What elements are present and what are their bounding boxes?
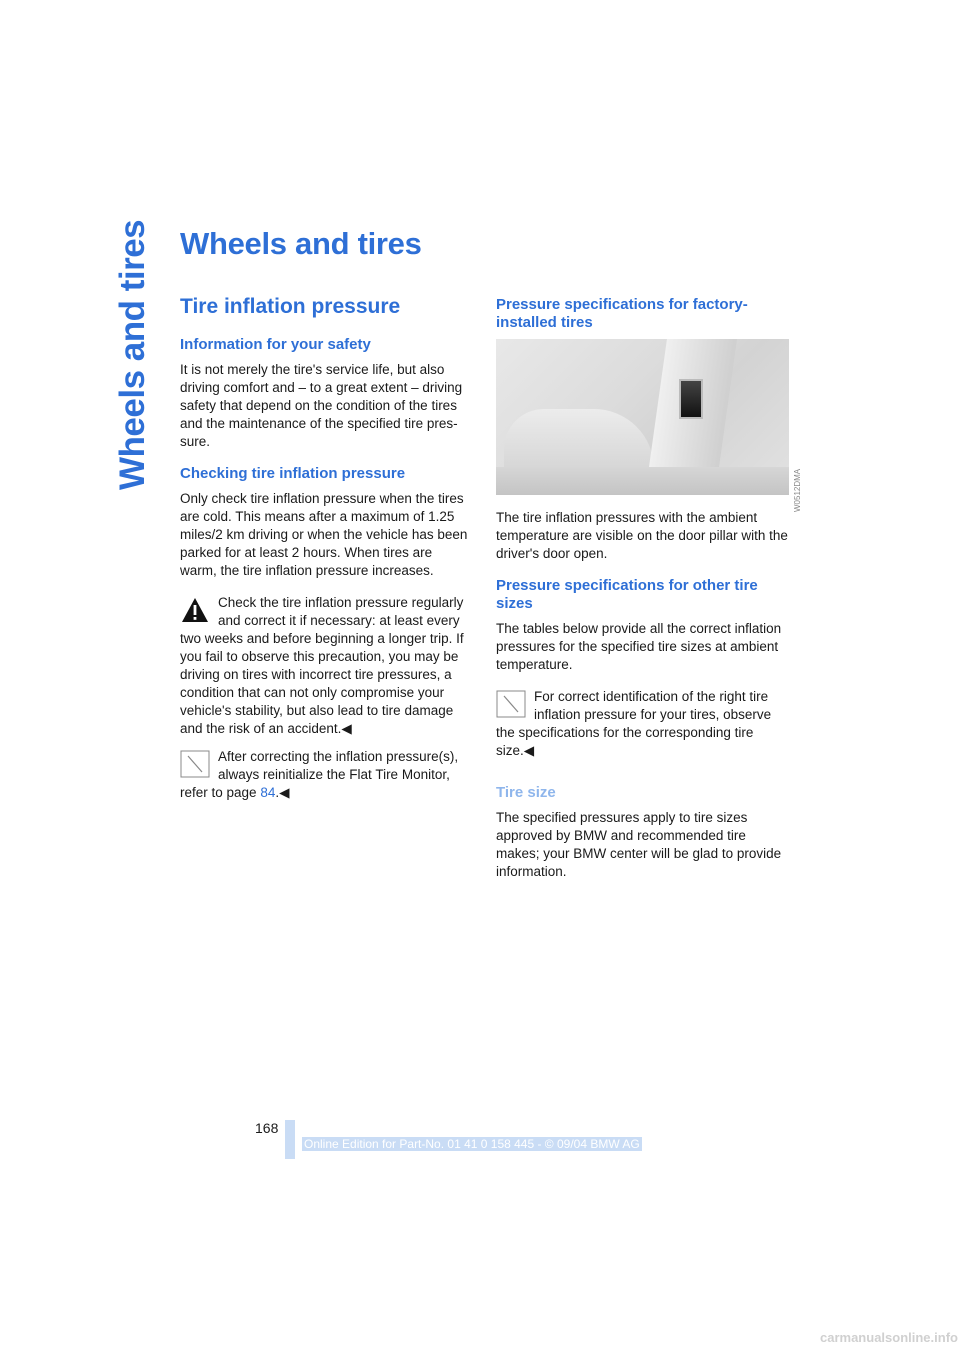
safety-paragraph: It is not merely the tire's service life, but also driving comfort and – to a great extent – driving safety that depend on the condition of the tires and the maintenance of the specified tire pres-sure.	[180, 362, 463, 449]
other-sizes-paragraph: The tables below provide all the correct inflation pressures for the specified tire sizes at ambient temperature.	[496, 621, 782, 672]
figure-code: W0512DMA	[793, 468, 802, 512]
info-note	[180, 748, 472, 802]
side-tab	[108, 219, 158, 490]
factory-paragraph: The tire inflation pressures with the ambient temperature are visible on the door pillar with the driver's door open.	[496, 510, 788, 561]
left-column	[180, 294, 472, 812]
section-heading: Tire inflation pressure	[180, 295, 401, 318]
warning-note	[180, 594, 472, 738]
info-end: .◀	[275, 785, 290, 800]
safety-heading: Information for your safety	[180, 336, 371, 353]
door-pillar-image	[496, 339, 789, 495]
watermark: carmanualsonline.info	[820, 1330, 958, 1345]
note-arrow-icon	[496, 690, 526, 718]
checking-paragraph: Only check tire inflation pressure when the tires are cold. This means after a maximum of 1.25 miles/2 km driving or when the vehicle has been parked for at least 2 hours. When tires are warm, the tire inflation pressure increases.	[180, 491, 468, 578]
page-link[interactable]: 84	[260, 785, 276, 800]
checking-heading: Checking tire inflation pressure	[180, 465, 406, 482]
info-rest: refer to page	[180, 785, 261, 800]
warning-lead: Check the tire inflation pressure regularly and correct it if necessary: at least every	[218, 595, 464, 628]
info-lead: After correcting the inflation pressure(s), always reinitialize the Flat Tire Monitor,	[218, 749, 459, 782]
other-sizes-heading: Pressure specifications for other tire sizes	[496, 577, 758, 612]
factory-heading: Pressure specifications for factory-installed tires	[496, 296, 748, 331]
identification-rest: the specifications for the corresponding tire size.◀	[496, 725, 754, 758]
tire-size-heading: Tire size	[496, 784, 556, 801]
footer-edition: Online Edition for Part-No. 01 41 0 158 445 - © 09/04 BMW AG	[304, 1137, 640, 1151]
footer-bar	[285, 1120, 295, 1159]
pressure-label-plate	[679, 379, 703, 419]
identification-note	[496, 688, 788, 760]
page-title: Wheels and tires	[180, 226, 422, 261]
sill-shape	[496, 467, 789, 495]
identification-lead: For correct identification of the right tire inflation pressure for your tires, observe	[534, 689, 772, 722]
page-number: 168	[255, 1120, 279, 1136]
end-mark: ◀	[341, 721, 352, 736]
warning-triangle-icon	[180, 596, 210, 624]
tire-size-paragraph: The specified pressures apply to tire sizes approved by BMW and recommended tire makes; your BMW center will be glad to provide information.	[496, 810, 782, 879]
warning-rest: two weeks and before beginning a longer trip. If you fail to observe this precaution, you may be driving on tires with incorrect tire pressures, a condition that can not only compromise your vehicle's stability, but also lead to tire damage and the risk of an accident.	[180, 631, 464, 736]
note-arrow-icon	[180, 750, 210, 778]
side-tab-label: Wheels and tires	[113, 219, 152, 490]
right-column	[496, 296, 788, 895]
